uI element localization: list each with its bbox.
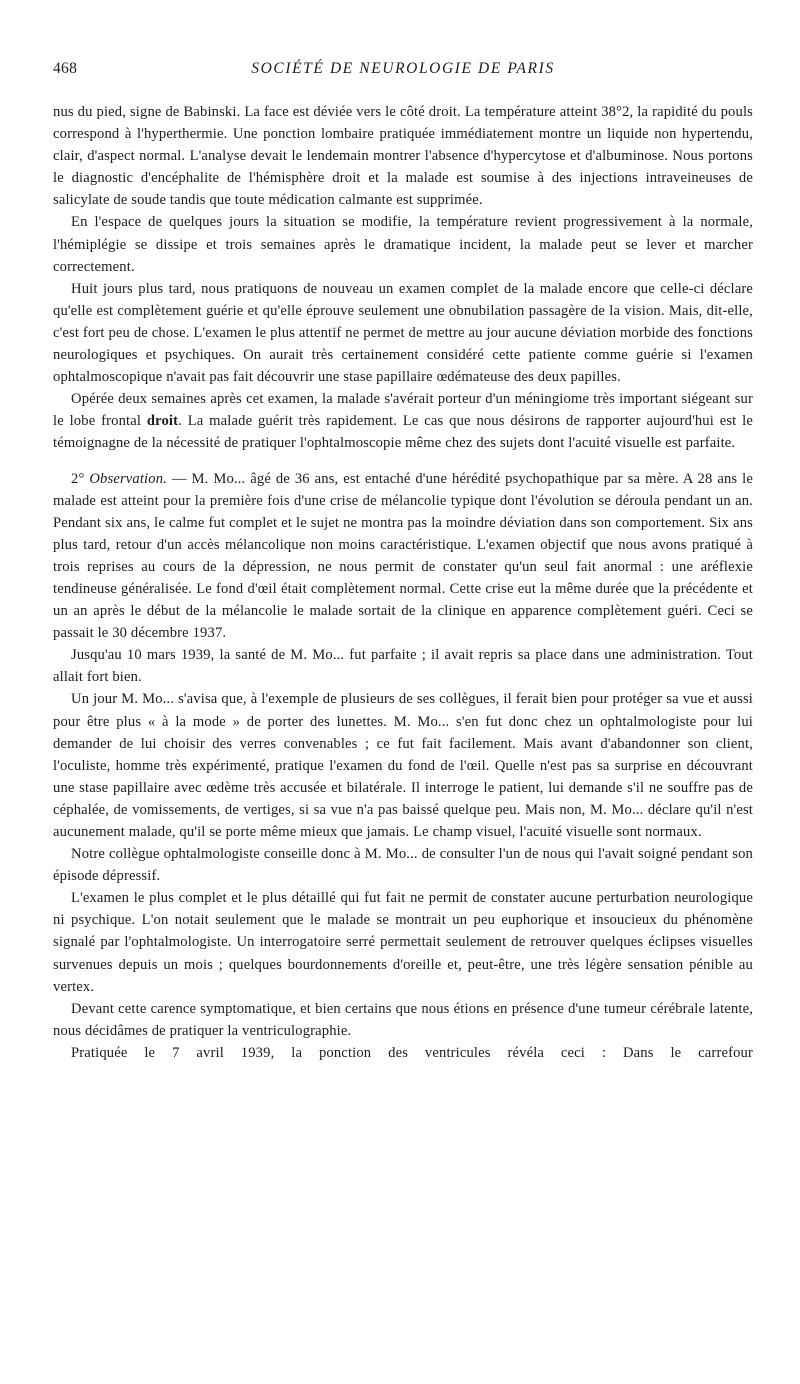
paragraph-6: Jusqu'au 10 mars 1939, la santé de M. Mo... fut parfaite ; il avait repris sa place dans une administration. Tout allait fort bien. — [53, 647, 753, 686]
paragraph-4-text-start: Opérée deux semaines après cet examen, la malade s'avérait porteur d'un méningiome très important siégeant sur le lobe frontal — [53, 391, 753, 430]
article-body — [53, 101, 753, 1064]
observation-label: Observation. — [89, 470, 167, 487]
paragraph-7: Un jour M. Mo... s'avisa que, à l'exemple de plusieurs de ses collègues, il ferait bien pour protéger sa vue et aussi pour être plus « à la mode » de porter des lunettes. M. Mo... s'en fut donc chez un ophtalmologiste pour lui demander de lui choisir des verres convenables ; ce fut fait facilement. Mais avant d'abandonner son client, l'oculiste, homme très expérimenté, pratique l'examen du fond de l'œil. Quelle n'est pas sa surprise en découvrant une stase papillaire avec œdème très accusée et bilatérale. Il interroge le patient, lui demande s'il ne souffre pas de céphalée, de vomissements, de vertiges, si sa vue n'a pas baissé quelque peu. Mais non, M. Mo... déclare qu'il n'est aucunement malade, qu'il se porte même mieux que jamais. Le champ visuel, l'acuité visuelle sont normaux. — [53, 691, 753, 840]
paragraph-1: nus du pied, signe de Babinski. La face est déviée vers le côté droit. La température atteint 38°2, la rapidité du pouls correspond à l'hyperthermie. Une ponction lombaire pratiquée immédiatement montre un liquide non hypertendu, clair, d'aspect normal. L'analyse devait le lendemain montrer l'absence d'hypercytose et d'albuminose. Nous portons le diagnostic d'encéphalite de l'hémisphère droit et la malade est soumise à des injections intraveineuses de salicylate de soude tandis que toute médication calmante est supprimée. — [53, 104, 753, 209]
page-number: 468 — [53, 60, 78, 77]
paragraph-4-bold-word: droit — [146, 413, 179, 430]
paragraph-3: Huit jours plus tard, nous pratiquons de nouveau un examen complet de la malade encore que celle-ci déclare qu'elle est complètement guérie et qu'elle éprouve seulement une obnubilation passagère de la vision. Mais, dit-elle, c'est fort peu de chose. L'examen le plus attentif ne permet de mettre au jour aucune déviation morbide des fonctions neurologiques et psychiques. On aurait très certainement considéré cette patiente comme guérie si l'examen ophtalmoscopique n'avait pas fait découvrir une stase papillaire œdémateuse des deux papilles. — [53, 280, 753, 386]
paragraph-10: Devant cette carence symptomatique, et bien certains que nous étions en présence d'une tumeur cérébrale latente, nous décidâmes de pratiquer la ventriculographie. — [53, 1000, 753, 1039]
observation-2-paragraph — [53, 468, 753, 645]
paragraph-2: En l'espace de quelques jours la situation se modifie, la température revient progressivement à la normale, l'hémiplégie se dissipe et trois semaines après le dramatique incident, la malade peut se lever et marcher correctement. — [53, 214, 753, 275]
paragraph-4 — [53, 388, 753, 454]
observation-text: — M. Mo... âgé de 36 ans, est entaché d'une hérédité psychopathique par sa mère. A 28 ans le malade est atteint pour la première fois d'une crise de mélancolie typique dont l'évolution se déroula pendant un an. Pendant six ans, le calme fut complet et le sujet ne montra pas la moindre déviation dans son comportement. Six ans plus tard, retour d'un accès mélancolique non moins caractéristique. L'examen objectif que nous avons pratiqué à trois reprises au cours de la dépression, ne nous permit de constater qu'un seul fait anormal : une aréflexie tendineuse généralisée. Le fond d'œil était complètement normal. Cette crise eut la même durée que la précédente et un an après le début de la mélancolie le malade sortait de la clinique en apparence complètement guéri. Ceci se passait le 30 décembre 1937. — [53, 470, 754, 642]
page-header — [53, 60, 753, 86]
observation-number: 2° — [71, 470, 90, 487]
paragraph-8: Notre collègue ophtalmologiste conseille donc à M. Mo... de consulter l'un de nous qui l'avait soigné pendant son épisode dépressif. — [53, 846, 753, 885]
paragraph-11: Pratiquée le 7 avril 1939, la ponction des ventricules révéla ceci : Dans le carrefour — [71, 1044, 753, 1061]
document-page — [53, 60, 753, 1064]
paragraph-4-text-end: . La malade guérit très rapidement. Le cas que nous désirons de rapporter aujourd'hui est le témoignagne de la nécessité de pratiquer l'ophtalmoscopie même chez des sujets dont l'acuité visuelle est parfaite. — [53, 413, 753, 452]
running-title: SOCIÉTÉ DE NEUROLOGIE DE PARIS — [251, 60, 555, 77]
paragraph-9: L'examen le plus complet et le plus détaillé qui fut fait ne permit de constater aucune perturbation neurologique ni psychique. L'on notait seulement que le malade se montrait un peu euphorique et insoucieux du phénomène signalé par l'ophtalmologiste. Un interrogatoire serré permettait seulement de retrouver quelques éclipses visuelles survenues depuis un mois ; quelques bourdonnements d'oreille et, peut-être, une très légère sensation pénible au vertex. — [53, 890, 753, 995]
